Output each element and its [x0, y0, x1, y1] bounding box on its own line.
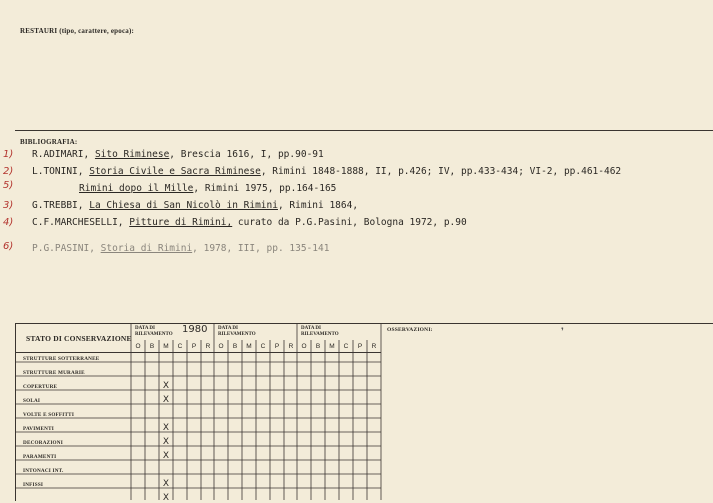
bib-title: Pitture di Rimini, — [129, 217, 233, 228]
condition-letter-m: M — [329, 343, 335, 350]
condition-letter-m: M — [163, 343, 169, 350]
condition-mark-m: X — [162, 395, 170, 405]
date-label-line2: RILEVAMENTO — [135, 332, 173, 337]
bib-num-2: 2) — [3, 166, 14, 177]
condition-letter-b: B — [315, 343, 321, 350]
restauri-label: RESTAURI (tipo, carattere, epoca): — [20, 27, 135, 35]
bib-title: Rimini dopo il Mille — [79, 183, 194, 194]
condition-mark-m: X — [162, 493, 170, 503]
condition-mark-m: X — [162, 437, 170, 447]
condition-letter-c: C — [260, 343, 266, 350]
osservazioni-label: OSSERVAZIONI: — [387, 327, 433, 333]
conservazione-title: STATO DI CONSERVAZIONE — [26, 334, 132, 343]
condition-letter-b: B — [149, 343, 155, 350]
condition-letter-p: P — [191, 343, 197, 350]
condition-letter-r: R — [288, 343, 294, 350]
condition-mark-m: X — [162, 423, 170, 433]
date-label-line1: DATA DI — [301, 326, 321, 331]
bib-num-6: 6) — [3, 241, 14, 252]
bib-rest: , 1978, III, pp. 135-141 — [192, 243, 330, 254]
row-label: STRUTTURE MURARIE — [23, 370, 85, 376]
date-label-line2: RILEVAMENTO — [301, 332, 339, 337]
row-label: SOLAI — [23, 398, 41, 404]
condition-letter-m: M — [246, 343, 252, 350]
date-label-line1: DATA DI — [135, 326, 155, 331]
condition-mark-m: X — [162, 381, 170, 391]
condition-letter-r: R — [371, 343, 377, 350]
bib-rest: curato da P.G.Pasini, Bologna 1972, p.90 — [232, 217, 467, 228]
bib-num-1: 1) — [3, 149, 14, 160]
row-label: STRUTTURE SOTTERRANEE — [23, 356, 100, 362]
date-label-3 — [301, 326, 339, 338]
condition-letter-r: R — [205, 343, 211, 350]
row-label: INTONACI INT. — [23, 468, 64, 474]
bib-title: Sito Riminese — [94, 149, 170, 160]
bib-author: L.TONINI, — [32, 166, 84, 177]
row-label: INFISSI — [23, 482, 44, 488]
bib-rest: , Rimini 1975, pp.164-165 — [193, 183, 337, 194]
date-label-line1: DATA DI — [218, 326, 238, 331]
bib-title: Storia di Rimini — [100, 243, 193, 254]
condition-letter-p: P — [274, 343, 280, 350]
bib-rest: , Rimini 1848-1888, II, p.426; IV, pp.433-434; VI-2, pp.461-462 — [260, 166, 622, 177]
condition-mark-m: X — [162, 479, 170, 489]
condition-letter-c: C — [343, 343, 349, 350]
date-label-line2: RILEVAMENTO — [218, 332, 256, 337]
row-label: DECORAZIONI — [23, 440, 63, 446]
bibliografia-label: BIBLIOGRAFIA: — [20, 138, 78, 146]
condition-letter-c: C — [177, 343, 183, 350]
condition-letter-b: B — [232, 343, 238, 350]
condition-letter-p: P — [357, 343, 363, 350]
date-label-1 — [135, 326, 173, 338]
row-label: COPERTURE — [23, 384, 58, 390]
bib-author: C.F.MARCHESELLI, — [32, 217, 124, 228]
bib-title: Storia Civile e Sacra Riminese — [89, 166, 261, 177]
row-label: PAVIMENTI — [23, 426, 55, 432]
row-label: VOLTE E SOFFITTI — [23, 412, 75, 418]
condition-letter-o: O — [218, 343, 224, 350]
bib-author: P.G.PASINI, — [32, 243, 95, 254]
condition-letter-o: O — [135, 343, 141, 350]
row-label: PARAMENTI — [23, 454, 57, 460]
bib-author: R.ADIMARI, — [32, 149, 90, 160]
bib-author: G.TREBBI, — [32, 200, 84, 211]
date-label-2 — [218, 326, 256, 338]
condition-mark-m: X — [162, 451, 170, 461]
bib-rest: , Brescia 1616, I, pp.90-91 — [169, 149, 324, 160]
condition-letter-o: O — [301, 343, 307, 350]
bib-num-4: 4) — [3, 217, 14, 228]
bib-num-3: 3) — [3, 200, 14, 211]
pen-mark: ❜ — [561, 327, 564, 337]
bib-num-5: 5) — [3, 180, 14, 191]
bib-rest: , Rimini 1864, — [277, 200, 359, 211]
survey-year: 1980 — [182, 324, 208, 335]
bib-title: La Chiesa di San Nicolò in Rimini — [89, 200, 278, 211]
